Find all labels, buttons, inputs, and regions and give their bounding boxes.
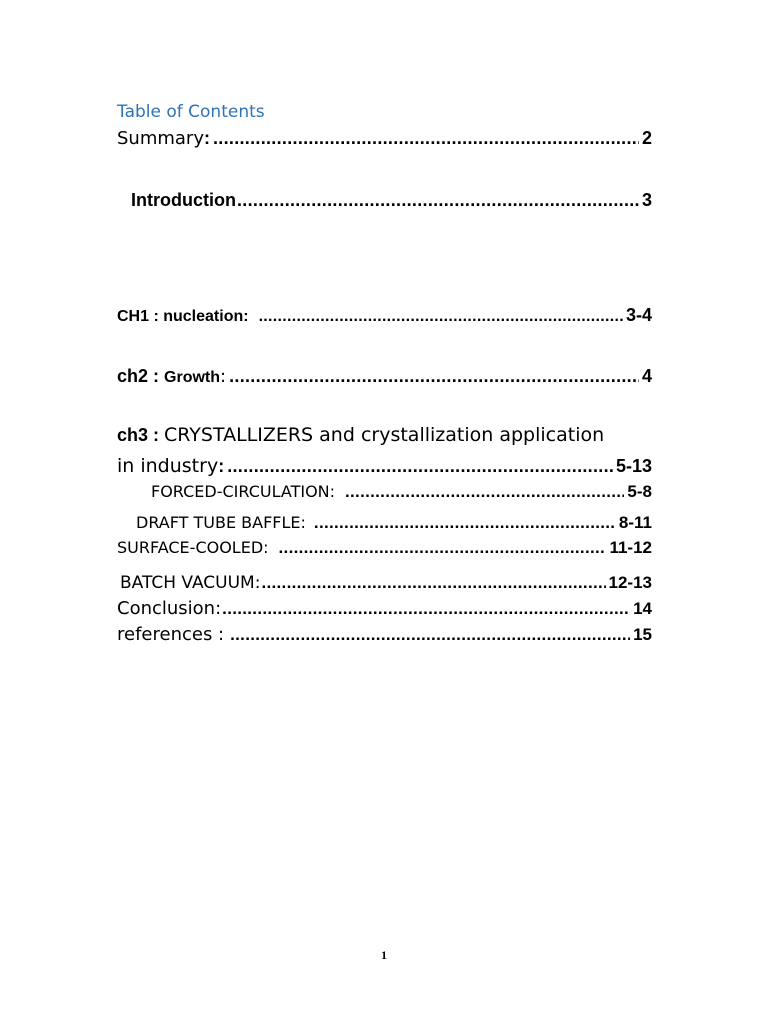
toc-leader-dots <box>259 308 623 326</box>
toc-entry-surface-cooled[interactable] <box>117 538 652 558</box>
toc-entry-suffix: : <box>204 128 210 148</box>
toc-entry-conclusion[interactable] <box>117 598 652 619</box>
toc-entry-label: BATCH VACUUM: <box>120 573 261 593</box>
toc-entry-label: Conclusion: <box>117 598 222 619</box>
toc-entry-draft-tube-baffle[interactable] <box>136 513 652 533</box>
toc-leader-dots <box>222 599 630 619</box>
toc-entry-page: 15 <box>633 625 652 644</box>
toc-entry-label: DRAFT TUBE BAFFLE: <box>136 513 306 532</box>
toc-entry-label: Introduction <box>131 190 236 210</box>
toc-entry-page: 5-8 <box>627 482 652 501</box>
toc-entry-suffix: : <box>218 456 225 476</box>
toc-leader-dots <box>261 573 605 593</box>
toc-entry-label: references : <box>117 624 225 645</box>
toc-entry-summary[interactable] <box>117 128 652 149</box>
toc-leader-dots <box>227 456 613 477</box>
toc-entry-page: 3-4 <box>625 305 652 325</box>
toc-entry-batch-vacuum[interactable] <box>120 573 652 593</box>
toc-entry-page: 4 <box>641 366 652 386</box>
toc-entry-label: Summary <box>117 128 204 149</box>
toc-entry-forced-circulation[interactable] <box>151 482 652 502</box>
toc-entry-page: 3 <box>641 190 652 210</box>
toc-entry-references[interactable] <box>117 624 652 645</box>
toc-leader-dots <box>229 366 639 387</box>
toc-entry-prefix: ch3 : <box>117 425 165 445</box>
toc-entry-ch1[interactable] <box>117 305 652 326</box>
toc-entry-label: FORCED-CIRCULATION: <box>151 482 336 501</box>
toc-entry-ch3[interactable] <box>117 455 652 477</box>
toc-entry-label: Growth <box>164 369 221 386</box>
toc-leader-dots <box>237 190 639 211</box>
toc-entry-page: 2 <box>641 128 652 148</box>
toc-leader-dots <box>213 128 639 149</box>
toc-entry-label: CRYSTALLIZERS and crystallization application <box>164 424 605 446</box>
toc-entry-label: CH1 : nucleation: <box>117 308 249 325</box>
toc-entry-label-cont: in industry <box>117 455 219 477</box>
page-number: 1 <box>381 948 387 962</box>
toc-entry-page: 8-11 <box>618 513 652 532</box>
toc-entry-prefix: ch2 : <box>117 366 165 386</box>
toc-entry-page: 5-13 <box>615 456 652 476</box>
toc-leader-dots <box>279 538 607 558</box>
toc-entry-ch2[interactable] <box>117 366 652 387</box>
toc-leader-dots <box>230 625 630 645</box>
toc-leader-dots <box>314 513 616 533</box>
toc-heading: Table of Contents <box>117 102 265 122</box>
toc-entry-introduction[interactable] <box>131 190 652 211</box>
toc-entry-suffix: : <box>220 366 227 387</box>
toc-entry-label: SURFACE-COOLED: <box>117 538 269 557</box>
toc-entry-ch3-title[interactable] <box>117 424 604 447</box>
toc-entry-page: 11-12 <box>609 538 652 557</box>
toc-leader-dots <box>345 482 624 502</box>
toc-entry-page: 12-13 <box>608 573 652 592</box>
toc-entry-page: 14 <box>633 599 652 618</box>
